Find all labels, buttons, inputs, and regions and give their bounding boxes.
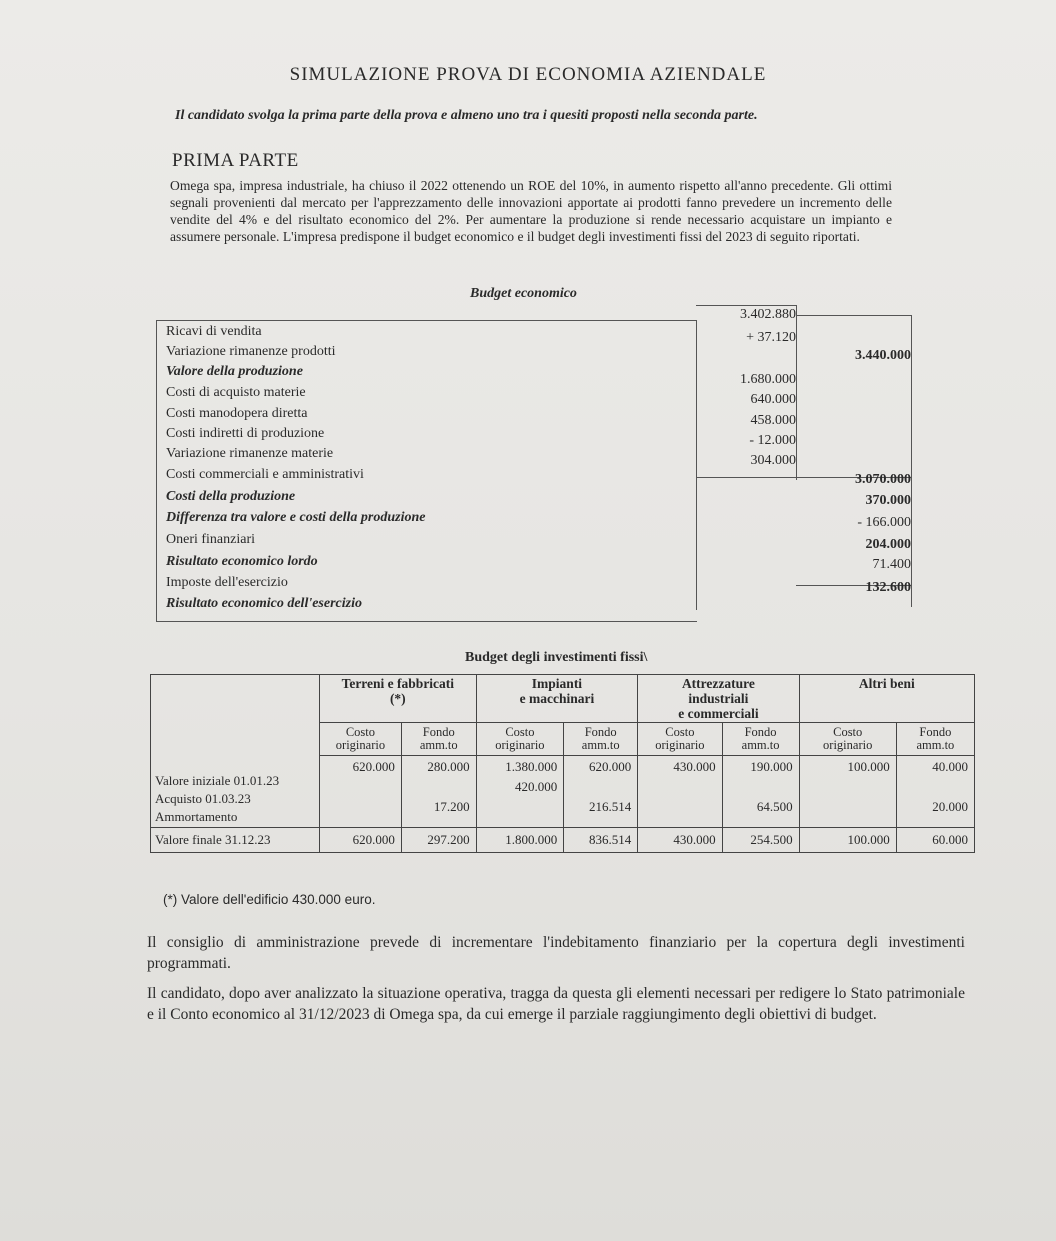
row-labels: Valore iniziale 01.01.23 Acquisto 01.03.23 Ammortamento — [151, 756, 320, 828]
budget-economico-table — [156, 300, 916, 620]
cell-value: 3.402.880 — [740, 307, 796, 322]
row-label: Ricavi di vendita — [166, 324, 262, 339]
cell-value: 370.000 — [865, 493, 911, 508]
cell-value: - 166.000 — [857, 515, 911, 530]
table-divider — [696, 320, 697, 610]
table-divider — [696, 305, 796, 306]
section-title: PRIMA PARTE — [172, 150, 299, 171]
cell-value: 304.000 — [750, 453, 796, 468]
budget-investimenti-caption: Budget degli investimenti fissi\ — [465, 650, 648, 665]
row-label: Oneri finanziari — [166, 532, 256, 547]
finale-value: 836.514 — [564, 828, 638, 853]
cell-value: 3.070.000 — [855, 472, 911, 487]
terreni-costo: 620.000 — [320, 756, 402, 828]
table-divider — [796, 305, 797, 480]
cell-value: + 37.120 — [746, 330, 796, 345]
row-label: Costi manodopera diretta — [166, 406, 308, 421]
table-divider — [796, 315, 911, 316]
finale-value: 1.800.000 — [476, 828, 564, 853]
row-label: Costi commerciali e amministrativi — [166, 467, 364, 482]
sub-header: Fondo amm.to — [896, 723, 974, 756]
terreni-fondo: 280.000 17.200 — [401, 756, 476, 828]
sub-header: Fondo amm.to — [722, 723, 799, 756]
altri-fondo: 40.000 20.000 — [896, 756, 974, 828]
cell-value: 204.000 — [865, 537, 911, 552]
cell-value: 3.440.000 — [855, 348, 911, 363]
row-label: Costi della produzione — [166, 489, 296, 504]
row-label: Costi di acquisto materie — [166, 385, 306, 400]
paragraph-candidato: Il candidato, dopo aver analizzato la situazione operativa, tragga da questa gli elementi necessari per redigere lo Stato patrimoniale e il Conto economico al 31/12/2023 di Omega spa, da cui emerge il parziale raggiungimento degli obiettivi di budget. — [147, 985, 965, 1023]
cell-value: 640.000 — [750, 392, 796, 407]
footnote: (*) Valore dell'edificio 430.000 euro. — [163, 892, 376, 907]
row-label-finale: Valore finale 31.12.23 — [151, 828, 320, 853]
attrezzature-fondo: 190.000 64.500 — [722, 756, 799, 828]
row-label: Differenza tra valore e costi della produzione — [166, 510, 426, 525]
intro-paragraph: Omega spa, impresa industriale, ha chiuso il 2022 ottenendo un ROE del 10%, in aumento rispetto all'anno precedente. Gli ottimi segnali provenienti dal mercato per l'apprezzamento delle innovazioni apportate ai prodotti fanno prevedere un incremento delle vendite del 4% e del risultato economico del 2%. Per aumentare la produzione si rende necessario acquistare un impianto e assumere personale. L'impresa predispone il budget economico e il budget degli investimenti fissi del 2023 di seguito riportati. — [170, 178, 892, 244]
cell-value: 458.000 — [750, 413, 796, 428]
cell-value: 1.680.000 — [740, 372, 796, 387]
row-label: Costi indiretti di produzione — [166, 426, 325, 441]
finale-value: 620.000 — [320, 828, 402, 853]
finale-value: 254.500 — [722, 828, 799, 853]
sub-header: Costo originario — [638, 723, 722, 756]
finale-value: 297.200 — [401, 828, 476, 853]
table-divider — [911, 315, 912, 607]
row-label: Valore della produzione — [166, 364, 303, 379]
sub-header: Fondo amm.to — [564, 723, 638, 756]
cell-value: 132.600 — [865, 580, 911, 595]
budget-investimenti-table — [150, 674, 975, 879]
row-label: Risultato economico dell'esercizio — [166, 596, 362, 611]
impianti-fondo: 620.000 216.514 — [564, 756, 638, 828]
impianti-costo: 1.380.000 420.000 — [476, 756, 564, 828]
group-header: Attrezzature industriali e commerciali — [638, 675, 799, 723]
sub-header: Costo originario — [320, 723, 402, 756]
attrezzature-costo: 430.000 — [638, 756, 722, 828]
sub-header: Fondo amm.to — [401, 723, 476, 756]
finale-value: 100.000 — [799, 828, 896, 853]
group-header: Terreni e fabbricati (*) — [320, 675, 477, 723]
document-title: SIMULAZIONE PROVA DI ECONOMIA AZIENDALE — [289, 64, 767, 85]
cell-value: - 12.000 — [749, 433, 796, 448]
altri-costo: 100.000 — [799, 756, 896, 828]
group-header: Altri beni — [799, 675, 974, 723]
sub-header: Costo originario — [799, 723, 896, 756]
paragraph-consiglio: Il consiglio di amministrazione prevede di incrementare l'indebitamento finanziario per la copertura degli investimenti programmati. — [147, 934, 965, 972]
finale-value: 60.000 — [896, 828, 974, 853]
group-header: Impianti e macchinari — [476, 675, 638, 723]
row-label: Variazione rimanenze prodotti — [166, 344, 336, 359]
finale-value: 430.000 — [638, 828, 722, 853]
row-label: Variazione rimanenze materie — [166, 446, 334, 461]
budget-economico-caption: Budget economico — [470, 286, 577, 301]
row-label: Imposte dell'esercizio — [166, 575, 288, 590]
row-label: Risultato economico lordo — [166, 554, 318, 569]
cell-value: 71.400 — [872, 557, 911, 572]
sub-header: Costo originario — [476, 723, 564, 756]
instructions: Il candidato svolga la prima parte della prova e almeno uno tra i quesiti proposti nella seconda parte. — [175, 108, 758, 123]
